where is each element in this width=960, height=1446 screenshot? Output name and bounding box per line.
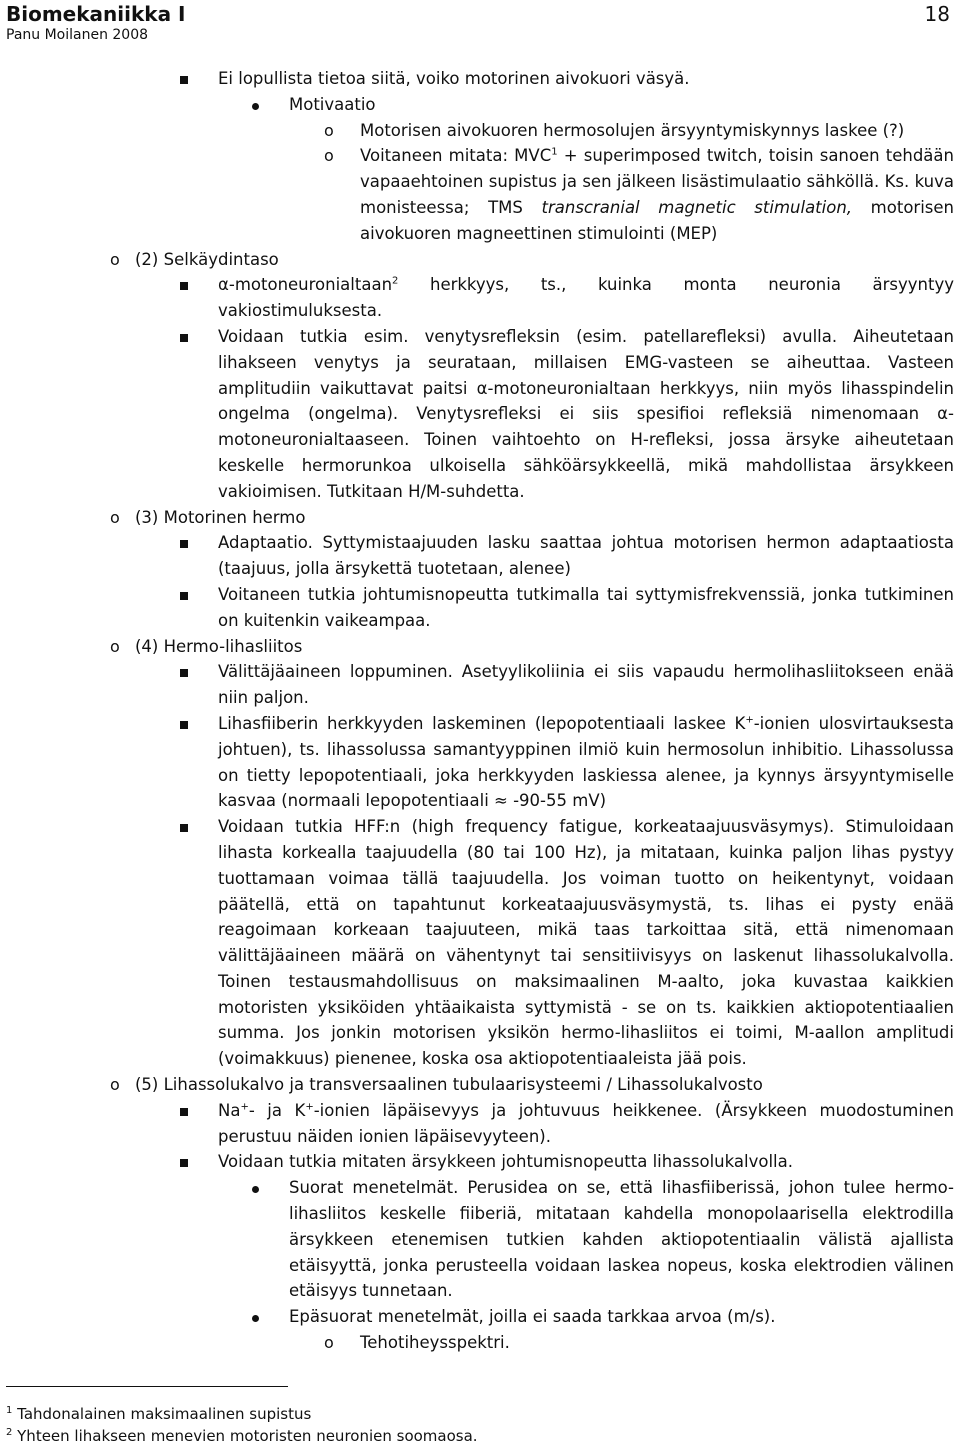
superscript: + [305, 1101, 314, 1113]
list-item [0, 582, 960, 634]
text-span: - ja K [248, 1100, 306, 1120]
circle-bullet-icon: o [324, 120, 334, 140]
footnote [6, 1404, 311, 1424]
document-author: Panu Moilanen 2008 [6, 27, 149, 43]
list-item [0, 1330, 960, 1356]
circle-bullet-icon: o [324, 146, 334, 166]
square-bullet-icon [180, 711, 188, 737]
list-item [0, 711, 960, 814]
superscript: + [745, 714, 754, 726]
list-item [0, 814, 960, 1072]
footnote-ref: 2 [392, 275, 399, 287]
text-span: Voitaneen mitata: MVC [360, 146, 552, 166]
paragraph [218, 711, 954, 814]
section-heading [0, 505, 960, 531]
square-bullet-icon [180, 659, 188, 685]
round-bullet-icon [252, 92, 259, 118]
section-title: (3) Motorinen hermo [135, 507, 306, 527]
text-span: Na [218, 1100, 241, 1120]
square-bullet-icon [180, 1149, 188, 1175]
list-item [0, 1304, 960, 1330]
circle-bullet-icon: o [110, 249, 120, 269]
list-item [0, 1175, 960, 1304]
text-span: -ionien läpäisevyys ja johtuvuus heikkenee. (Ärsykkeen muodostuminen perustuu näiden ionien läpäisevyyteen). [218, 1100, 954, 1146]
paragraph: Adaptaatio. Syttymistaajuuden lasku saattaa johtua motorisen hermon adaptaatiosta (taajuus, jolla ärsykettä tuotetaan, alenee) [218, 533, 954, 579]
circle-bullet-icon: o [110, 507, 120, 527]
paragraph: Motivaatio [289, 94, 376, 114]
section-heading [0, 1072, 960, 1098]
text-span: motorisen aivokuoren magneettinen stimulointi (MEP) [360, 197, 954, 243]
page-number: 18 [924, 2, 950, 26]
text-span: α-motoneuronialtaan [218, 275, 393, 295]
round-bullet-icon [252, 1175, 259, 1201]
paragraph: Epäsuorat menetelmät, joilla ei saada tarkkaa arvoa (m/s). [289, 1307, 776, 1327]
paragraph: Voidaan tutkia HFF:n (high frequency fatigue, korkeataajuusväsymys). Stimuloidaan lihasta korkealla taajuudella (80 tai 100 Hz), ja mitataan, kuinka paljon lihas pystyy tuottamaan voimaa tällä taajuudella. Jos voiman tuotto on heikentynyt, voidaan päätellä, että on tapahtunut korkeataajuusväsymystä, ts. lihas ei pysty enää reagoimaan korkeaan taajuuteen, mikä taas tarkoittaa sitä, että nimenomaan välittäjäaineen määrä on vähentynyt tai sensitiivisyys on laskenut lihassolukalvolla. Toinen testausmahdollisuus on maksimaalinen M-aalto, joka kuvastaa kaikkien motoristen yksiköiden yhtäaikaista syttymistä - se on ts. kaikkien aktiopotentiaalien summa. Jos jonkin motorisen yksikön hermo-lihasliitos ei toimi, M-aallon amplitudi (voimakkuus) pienenee, koska osa aktiopotentiaaleista jää pois. [218, 817, 954, 1069]
text-span: herkkyys, ts., kuinka monta neuronia ärsyyntyy vakiostimuluksesta. [218, 275, 954, 321]
footnote-mark: 2 [6, 1427, 13, 1438]
list-item [0, 272, 960, 324]
list-item [0, 1098, 960, 1150]
superscript: + [240, 1101, 249, 1113]
footnote-divider [6, 1386, 288, 1387]
section-title: (5) Lihassolukalvo ja transversaalinen tubulaarisysteemi / Lihassolukalvosto [135, 1075, 763, 1095]
italic-term: transcranial magnetic stimulation, [541, 197, 853, 217]
paragraph: Motorisen aivokuoren hermosolujen ärsyyntymiskynnys laskee (?) [360, 120, 905, 140]
paragraph [218, 1098, 954, 1150]
paragraph: Voidaan tutkia mitaten ärsykkeen johtumisnopeutta lihassolukalvolla. [218, 1152, 793, 1172]
footnote-text: Yhteen lihakseen menevien motoristen neuronien soomaosa. [12, 1427, 478, 1445]
list-item [0, 92, 960, 118]
paragraph: Voidaan tutkia esim. venytysrefleksin (esim. patellarefleksi) avulla. Aiheutetaan lihakseen venytys ja seurataan, millaisen EMG-vasteen se aiheuttaa. Vasteen amplitudiin vaikuttavat paitsi α-motoneuronialtaan herkkyys, niin myös lihasspindelin ongelma (ongelma). Venytysrefleksi ei siis spesifioi refleksiä nimenomaan α-motoneuronialtaaseen. Toinen vaihtoehto on H-refleksi, jossa ärsyke aiheutetaan keskelle hermorunkoa ulkoisella sähköärsykkeellä, mikä mahdollistaa ärsykkeen vakioimisen. Tutkitaan H/M-suhdetta. [218, 326, 954, 501]
square-bullet-icon [180, 272, 188, 298]
paragraph [218, 272, 954, 324]
footnote [6, 1426, 478, 1446]
round-bullet-icon [252, 1304, 259, 1330]
footnote-ref: 1 [551, 146, 558, 158]
text-span: -ionien ulosvirtauksesta johtuen), ts. lihassolussa samantyyppinen ilmiö kuin hermosolun inhibitio. Lihassolussa on tietty lepopotentiaali, joka herkkyyden laskiessa alenee, ja kynnys ärsyyntymiselle kasvaa (normaali lepopotentiaali ≈ -90-55 mV) [218, 713, 955, 811]
list-item [0, 324, 960, 505]
paragraph: Välittäjäaineen loppuminen. Asetyylikoliinia ei siis vapaudu hermolihasliitokseen enää niin paljon. [218, 662, 954, 708]
circle-bullet-icon: o [324, 1333, 334, 1353]
square-bullet-icon [180, 814, 188, 840]
paragraph: Voitaneen tutkia johtumisnopeutta tutkimalla tai syttymisfrekvenssiä, jonka tutkiminen on kuitenkin vaikeampaa. [218, 584, 954, 630]
square-bullet-icon [180, 582, 188, 608]
list-item [0, 66, 960, 92]
section-title: (4) Hermo-lihasliitos [135, 636, 303, 656]
paragraph: Tehotiheysspektri. [360, 1333, 510, 1353]
square-bullet-icon [180, 324, 188, 350]
list-item [0, 659, 960, 711]
text-span: Lihasfiiberin herkkyyden laskeminen (lepopotentiaali laskee K [218, 713, 746, 733]
document-title: Biomekaniikka I [6, 2, 186, 26]
section-heading [0, 247, 960, 273]
paragraph [360, 143, 954, 246]
footnote-text: Tahdonalainen maksimaalinen supistus [12, 1405, 312, 1423]
list-item [0, 1149, 960, 1175]
footnote-mark: 1 [6, 1405, 13, 1416]
section-heading [0, 634, 960, 660]
paragraph: Ei lopullista tietoa siitä, voiko motorinen aivokuori väsyä. [218, 69, 690, 88]
paragraph: Suorat menetelmät. Perusidea on se, että lihasfiiberissä, johon tulee hermo-lihasliitos keskelle fiiberiä, mitataan kahdella monopolaarisella elektrodilla ärsykkeen etenemisen tutkien kahden aktiopotentiaalin välistä ajallista etäisyyttä, jonka perusteella voidaan laskea nopeus, koska elektrodien välinen etäisyys tunnetaan. [289, 1178, 954, 1301]
list-item [0, 530, 960, 582]
square-bullet-icon [180, 66, 188, 92]
circle-bullet-icon: o [110, 1075, 120, 1095]
text-span: + superimposed twitch, toisin sanoen tehdään vapaaehtoinen supistus ja sen jälkeen lisästimulaatio sähköllä. Ks. kuva monisteessa; TMS [360, 146, 954, 217]
list-item [0, 118, 960, 144]
square-bullet-icon [180, 530, 188, 556]
square-bullet-icon [180, 1098, 188, 1124]
circle-bullet-icon: o [110, 636, 120, 656]
list-item [0, 143, 960, 246]
page-body [0, 66, 960, 1356]
section-title: (2) Selkäydintaso [135, 249, 279, 269]
